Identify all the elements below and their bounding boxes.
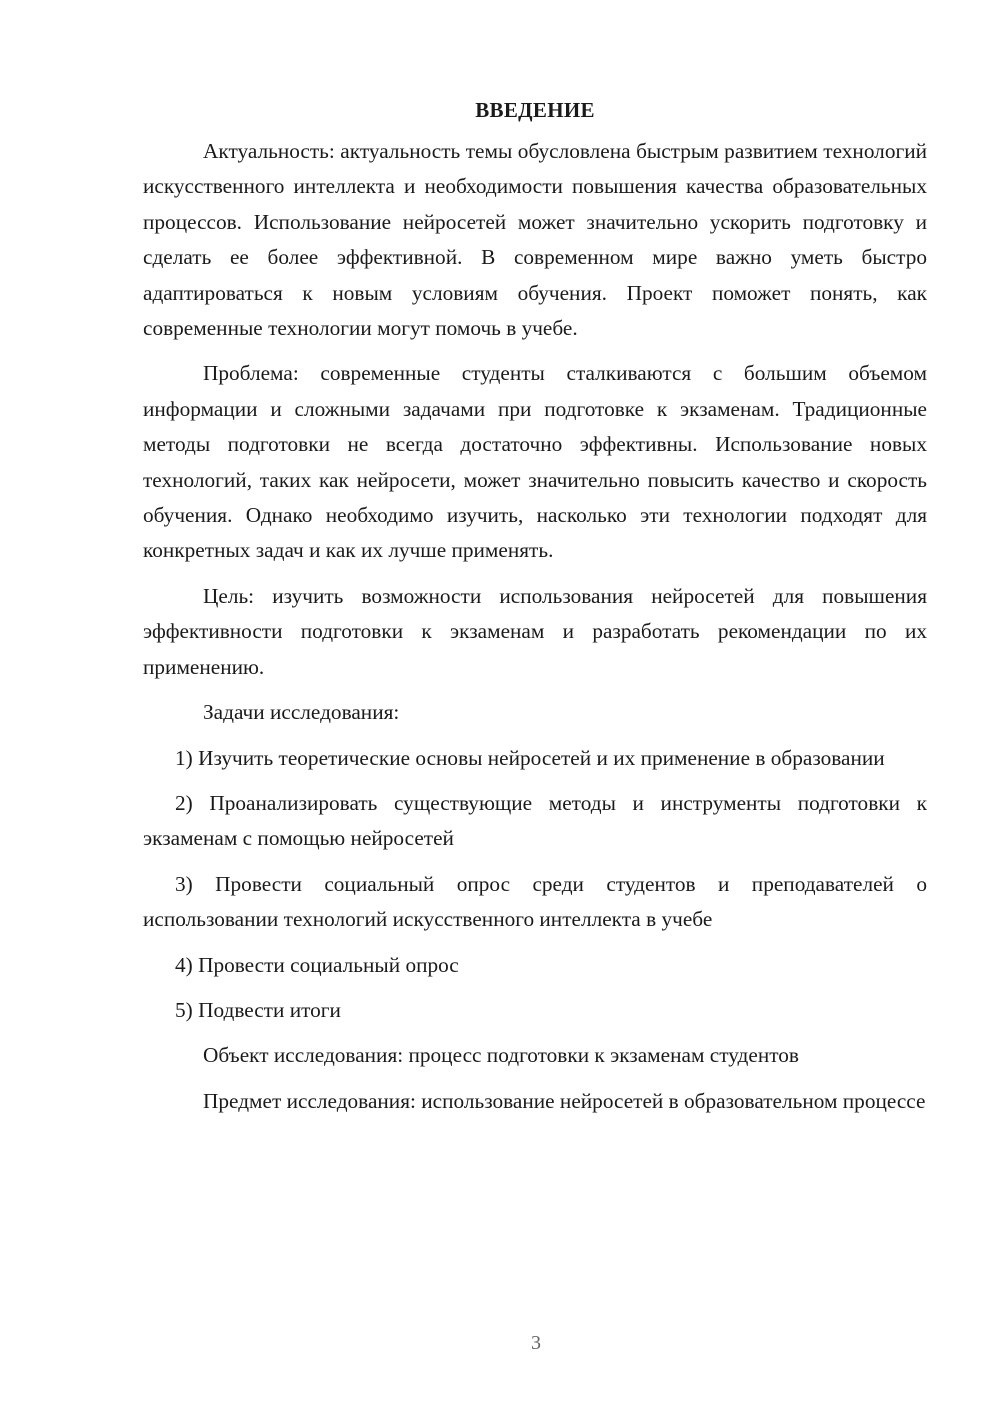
object-paragraph: Объект исследования: процесс подготовки к экзаменам студентов <box>203 1043 799 1068</box>
page-title: ВВЕДЕНИЕ <box>475 98 595 122</box>
task-item-1: 1) Изучить теоретические основы нейросетей и их применение в образовании <box>175 745 885 770</box>
task-item-3: 3) Провести социальный опрос среди студентов и преподавателей о использовании технологий искусственного интеллекта в учебе <box>143 871 927 932</box>
page-content <box>143 92 927 1119</box>
problem-paragraph: Проблема: современные студенты сталкиваются с большим объемом информации и сложными задачами при подготовке к экзаменам. Традиционные методы подготовки не всегда достаточно эффективны. Использование новых технологий, таких как нейросети, может значительно повысить качество и скорость обучения. Однако необходимо изучить, насколько эти технологии подходят для конкретных задач и как их лучше применять. <box>143 361 927 563</box>
relevance-paragraph: Актуальность: актуальность темы обусловлена быстрым развитием технологий искусственного интеллекта и необходимости повышения качества образовательных процессов. Использование нейросетей может значительно ускорить подготовку и сделать ее более эффективной. В современном мире важно уметь быстро адаптироваться к новым условиям обучения. Проект поможет понять, как современные технологии могут помочь в учебе. <box>143 139 927 341</box>
page-number: 3 <box>531 1332 541 1354</box>
goal-paragraph: Цель: изучить возможности использования нейросетей для повышения эффективности подготовки к экзаменам и разработать рекомендации по их применению. <box>143 583 927 679</box>
task-item-2: 2) Проанализировать существующие методы и инструменты подготовки к экзаменам с помощью нейросетей <box>143 790 927 851</box>
subject-paragraph: Предмет исследования: использование нейросетей в образовательном процессе <box>203 1088 926 1113</box>
task-item-5: 5) Подвести итоги <box>175 997 341 1022</box>
tasks-title: Задачи исследования: <box>203 700 400 725</box>
task-item-4: 4) Провести социальный опрос <box>175 952 459 977</box>
